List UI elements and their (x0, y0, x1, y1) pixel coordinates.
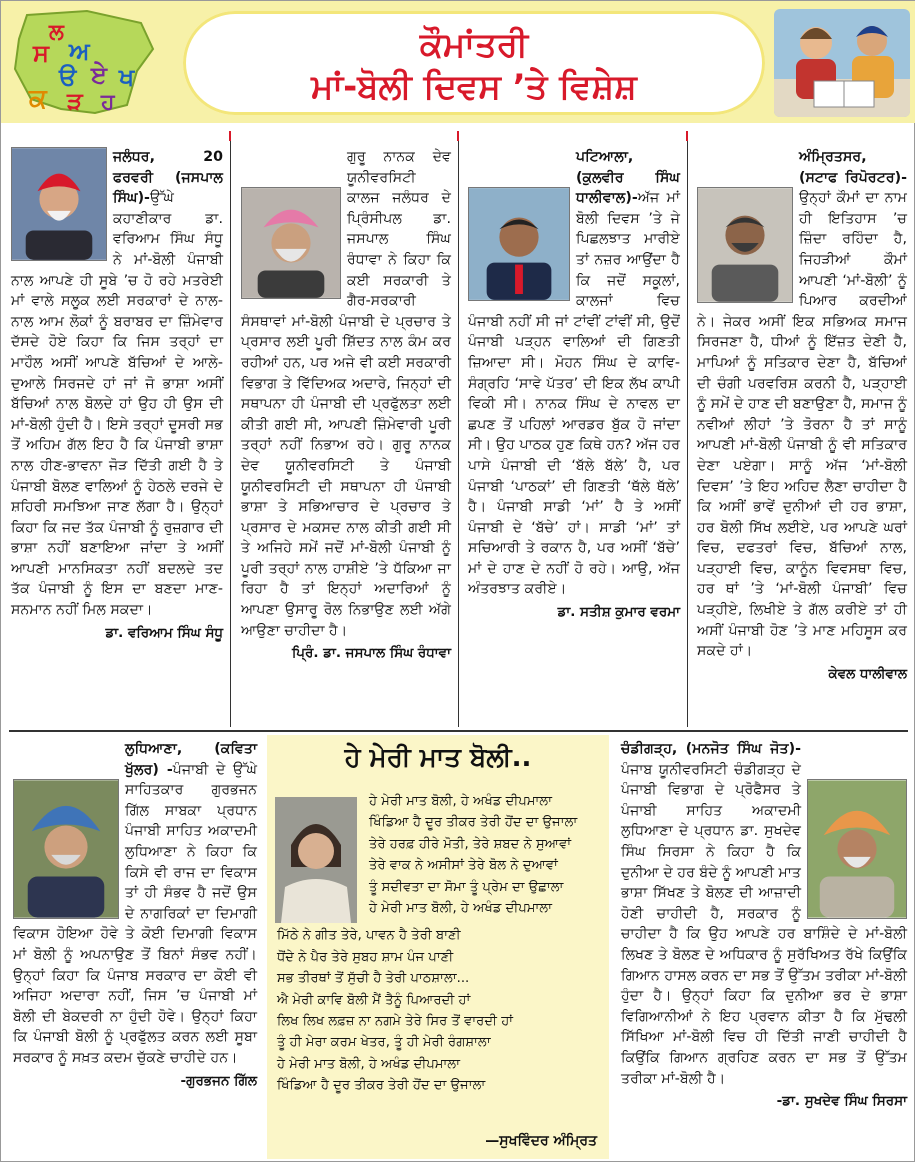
poem-line: ਤੂੰ ਸਦੀਵਤਾ ਦਾ ਸੋਮਾ ਤੂੰ ਪ੍ਰੇਮ ਦਾ ਉਛਾਲਾ (369, 879, 564, 895)
article-body: ਉੱਘੇ ਕਹਾਣੀਕਾਰ ਡਾ. ਵਰਿਆਮ ਸਿੰਘ ਸੰਧੂ ਨੇ ਮਾਂ-ਬੋਲੀ ਪੰਜਾਬੀ ਨਾਲ ਆਪਣੇ ਹੀ ਸੂਬੇ ’ਚ ਹੋ ਰਹੇ ਮਤਰੇਈ ਮਾਂ ਵਾਲੇ ਸਲੂਕ ਲਈ ਸਰਕਾਰਾਂ ਦੇ ਨਾਲ-ਨਾਲ ਆਮ ਲੋਕਾਂ ਨੂੰ ਬਰਾਬਰ ਦਾ ਜ਼ਿੰਮੇਵਾਰ ਦੱਸਦੇ ਹੋਏ ਕਿਹਾ ਕਿ ਜਿਸ ਤਰ੍ਹਾਂ ਦਾ ਮਾਹੌਲ ਅਸੀਂ ਆਪਣੇ ਬੱਚਿਆਂ ਦੇ ਆਲੇ-ਦੁਆਲੇ ਸਿਰਜਦੇ ਹਾਂ ਜਾਂ ਜੋ ਭਾਸ਼ਾ ਅਸੀਂ ਬੱਚਿਆਂ ਨਾਲ ਬੋਲਦੇ ਹਾਂ ਉਹ ਹੀ ਉਸ ਦੀ ਮਾਂ-ਬੋਲੀ ਹੁੰਦੀ ਹੈ। ਇਸੇ ਤਰ੍ਹਾਂ ਦੂਸਰੀ ਸਭ ਤੋਂ ਅਹਿਮ ਗੱਲ ਇਹ ਹੈ ਕਿ ਪੰਜਾਬੀ ਭਾਸ਼ਾ ਨਾਲ ਹੀਣ-ਭਾਵਨਾ ਜੋੜ ਦਿੱਤੀ ਗਈ ਹੈ ਤੇ ਪੰਜਾਬੀ ਬੋਲਣ ਵਾਲਿਆਂ ਨੂੰ ਹੇਠਲੇ ਦਰਜੇ ਦੇ ਸ਼ਹਿਰੀ ਸਮਝਿਆ ਜਾਣ ਲੱਗਾ ਹੈ। ਉਨ੍ਹਾਂ ਕਿਹਾ ਕਿ ਜਦ ਤੱਕ ਪੰਜਾਬੀ ਨੂੰ ਰੁਜ਼ਗਾਰ ਦੀ ਭਾਸ਼ਾ ਨਹੀਂ ਬਣਾਇਆ ਜਾਂਦਾ ਤੇ ਅਸੀਂ ਆਪਣੀ ਮਾਨਸਿਕਤਾ ਨਹੀਂ ਬਦਲਦੇ ਤਦ ਤੱਕ ਪੰਜਾਬੀ ਨੂੰ ਇਸ ਦਾ ਬਣਦਾ ਮਾਣ-ਸਨਮਾਨ ਨਹੀਂ ਮਿਲ ਸਕਦਾ। (11, 190, 223, 619)
column-divider (687, 131, 688, 727)
punjab-map-alphabet-logo (9, 9, 159, 117)
page-title-line2: ਮਾਂ-ਬੋਲੀ ਦਿਵਸ ’ਤੇ ਵਿਸ਼ੇਸ਼ (311, 67, 637, 107)
column-accent (229, 131, 231, 141)
byline: -ਡਾ. ਸੁਖਦੇਵ ਸਿੰਘ ਸਿਰਸਾ (776, 1093, 907, 1110)
poem-title: ਹੇ ਮੇਰੀ ਮਾਤ ਬੋਲੀ.. (344, 743, 532, 773)
portrait-photo (11, 147, 107, 261)
article-ludhiana (13, 739, 257, 1091)
byline: ਡਾ. ਵਰਿਆਮ ਸਿੰਘ ਸੰਧੂ (105, 624, 223, 641)
logo-letter: ਏ (91, 61, 107, 89)
poem-body (277, 791, 603, 1097)
logo-letter: ਸ (33, 39, 49, 67)
poem-line: ਹੇ ਮੇਰੀ ਮਾਤ ਬੋਲੀ, ਹੇ ਅਖੰਡ ਦੀਪਮਾਲਾ (277, 1056, 460, 1072)
column-divider (458, 131, 459, 727)
poem-line: ਖਿੰਡਿਆ ਹੈ ਦੂਰ ਤੀਕਰ ਤੇਰੀ ਹੋਂਦ ਦਾ ਉਜਾਲਾ (369, 815, 578, 831)
page-header (1, 1, 915, 123)
logo-letter: ੜ (67, 87, 83, 115)
poem-line: ਧੋਂਦੇ ਨੇ ਪੈਰ ਤੇਰੇ ਸੁਬਹ ਸ਼ਾਮ ਪੰਜ ਪਾਣੀ (277, 949, 454, 965)
logo-letter: ਹ (101, 90, 115, 115)
portrait-photo (807, 779, 907, 919)
dateline: ਚੰਡੀਗੜ੍ਹ, (ਮਨਜੋਤ ਸਿੰਘ ਜੋਤ)- (621, 741, 801, 757)
article-body: ਅੱਜ ਮਾਂ ਬੋਲੀ ਦਿਵਸ ’ਤੇ ਜੇ ਪਿਛਲਝਾਤ ਮਾਰੀਏ ਤਾਂ ਨਜ਼ਰ ਆਉਂਦਾ ਹੈ ਕਿ ਜਦੋਂ ਸਕੂਲਾਂ, ਕਾਲਜਾਂ ਵਿਚ ਪੰਜਾਬੀ ਨਹੀਂ ਸੀ ਜਾਂ ਟਾਂਵੀਂ ਟਾਂਵੀਂ ਸੀ, ਉਦੋਂ ਪੰਜਾਬੀ ਪੜ੍ਹਨ ਵਾਲਿਆਂ ਦੀ ਗਿਣਤੀ ਜ਼ਿਆਦਾ ਸੀ। ਮੋਹਨ ਸਿੰਘ ਦੇ ਕਾਵਿ-ਸੰਗ੍ਰਹਿ ‘ਸਾਵੇ ਪੱਤਰ’ ਦੀ ਇਕ ਲੱਖ ਕਾਪੀ ਵਿਕੀ ਸੀ। ਨਾਨਕ ਸਿੰਘ ਦੇ ਨਾਵਲ ਦਾ ਛਪਣ ਤੋਂ ਪਹਿਲਾਂ ਆਰਡਰ ਬੁੱਕ ਹੋ ਜਾਂਦਾ ਸੀ। ਉਹ ਪਾਠਕ ਹੁਣ ਕਿਥੇ ਹਨ? ਅੱਜ ਹਰ ਪਾਸੇ ਪੰਜਾਬੀ ਦੀ ‘ਬੱਲੇ ਬੱਲੇ’ ਹੈ, ਪਰ ਪੰਜਾਬੀ ‘ਪਾਠਕਾਂ’ ਦੀ ਗਿਣਤੀ ‘ਥੱਲੇ ਥੱਲੇ’ ਹੈ। ਪੰਜਾਬੀ ਸਾਡੀ ‘ਮਾਂ’ ਹੈ ਤੇ ਅਸੀਂ ਪੰਜਾਬੀ ਦੇ ‘ਬੱਚੇ’ ਹਾਂ। ਸਾਡੀ ‘ਮਾਂ’ ਤਾਂ ਸਚਿਆਰੀ ਤੇ ਰਕਾਨ ਹੈ, ਪਰ ਅਸੀਂ ‘ਬੱਚੇ’ ਮਾਂ ਦੇ ਹਾਣ ਦੇ ਨਹੀਂ ਹੋ ਰਹੇ। ਆਉ, ਅੱਜ ਅੰਤਰਝਾਤ ਕਰੀਏ। (468, 190, 680, 598)
poem-line: ਹੇ ਮੇਰੀ ਮਾਤ ਬੋਲੀ, ਹੇ ਅਖੰਡ ਦੀਪਮਾਲਾ (369, 794, 552, 809)
logo-letter: ੳ (59, 63, 77, 91)
column-accent (686, 131, 688, 141)
article-amritsar (697, 147, 907, 684)
dateline: ਅੰਮ੍ਰਿਤਸਰ, (ਸਟਾਫ ਰਿਪੋਰਟਰ)- (799, 149, 907, 186)
byline: ਕੇਵਲ ਧਾਲੀਵਾਲ (828, 665, 907, 682)
portrait-photo (468, 187, 570, 301)
portrait-photo (13, 779, 119, 919)
article-chandigarh (621, 739, 907, 1112)
portrait-photo (697, 187, 793, 303)
article-gndu-college (241, 147, 451, 664)
poem-line: ਮਿੱਠੇ ਨੇ ਗੀਤ ਤੇਰੇ, ਪਾਵਨ ਹੈ ਤੇਰੀ ਬਾਣੀ (277, 928, 461, 944)
column-divider (230, 131, 231, 727)
poem-box (267, 735, 609, 1159)
logo-letter: ਕ (29, 84, 47, 114)
portrait-photo (241, 187, 341, 299)
poem-line: ਐ ਮੇਰੀ ਕਾਵਿ ਬੋਲੀ ਮੈਂ ਤੈਨੂੰ ਪਿਆਰਦੀ ਹਾਂ (277, 992, 471, 1008)
poem-line: ਖਿੰਡਿਆ ਹੈ ਦੂਰ ਤੀਕਰ ਤੇਰੀ ਹੋਂਦ ਦਾ ਉਜਾਲਾ (277, 1078, 486, 1094)
article-jalandhar (11, 147, 223, 643)
poem-line: ਤੇਰੇ ਹਰਫ਼ ਹੀਰੇ ਮੋਤੀ, ਤੇਰੇ ਸ਼ਬਦ ਨੇ ਸੁਆਵਾਂ (369, 836, 572, 852)
logo-letter: ਖ (119, 63, 135, 91)
dateline: ਪਟਿਆਲਾ, (ਕੁਲਵੀਰ ਸਿੰਘ ਧਾਲੀਵਾਲ)- (576, 149, 680, 207)
poem-line: ਹੇ ਮੇਰੀ ਮਾਤ ਬੋਲੀ, ਹੇ ਅਖੰਡ ਦੀਪਮਾਲਾ (369, 901, 552, 917)
article-body: ਉਨ੍ਹਾਂ ਕੌਮਾਂ ਦਾ ਨਾਮ ਹੀ ਇਤਿਹਾਸ ’ਚ ਜ਼ਿੰਦਾ ਰਹਿੰਦਾ ਹੈ, ਜਿਹੜੀਆਂ ਕੌਮਾਂ ਆਪਣੀ ‘ਮਾਂ-ਬੋਲੀ’ ਨੂੰ ਪਿਆਰ ਕਰਦੀਆਂ ਨੇ। ਜੇਕਰ ਅਸੀਂ ਇਕ ਸਭਿਅਕ ਸਮਾਜ ਸਿਰਜਣਾ ਹੈ, ਧੀਆਂ ਨੂੰ ਇੱਜ਼ਤ ਦੇਣੀ ਹੈ, ਮਾਪਿਆਂ ਨੂੰ ਸਤਿਕਾਰ ਦੇਣਾ ਹੈ, ਬੱਚਿਆਂ ਦੀ ਚੰਗੀ ਪਰਵਰਿਸ਼ ਕਰਨੀ ਹੈ, ਪੜ੍ਹਾਈ ਨੂੰ ਸਮੇਂ ਦੇ ਹਾਣ ਦੀ ਬਣਾਉਣਾ ਹੈ, ਸਮਾਜ ਨੂੰ ਨਵੀਆਂ ਲੀਹਾਂ ’ਤੇ ਤੋਰਨਾ ਹੈ ਤਾਂ ਸਾਨੂੰ ਆਪਣੀ ਮਾਂ-ਬੋਲੀ ਪੰਜਾਬੀ ਨੂੰ ਵੀ ਸਤਿਕਾਰ ਦੇਣਾ ਪਏਗਾ। ਸਾਨੂੰ ਅੱਜ ‘ਮਾਂ-ਬੋਲੀ ਦਿਵਸ’ ’ਤੇ ਇਹ ਅਹਿਦ ਲੈਣਾ ਚਾਹੀਦਾ ਹੈ ਕਿ ਅਸੀਂ ਭਾਵੇਂ ਦੁਨੀਆਂ ਦੀ ਹਰ ਭਾਸ਼ਾ, ਹਰ ਬੋਲੀ ਸਿੱਖ ਲਈਏ, ਪਰ ਆਪਣੇ ਘਰਾਂ ਵਿਚ, ਦਫਤਰਾਂ ਵਿਚ, ਬੱਚਿਆਂ ਨਾਲ, ਪੜ੍ਹਾਈ ਵਿਚ, ਕਾਨੂੰਨ ਵਿਵਸਥਾ ਵਿਚ, ਹਰ ਥਾਂ ’ਤੇ ‘ਮਾਂ-ਬੋਲੀ ਪੰਜਾਬੀ’ ਵਿਚ ਪੜ੍ਹੀਏ, ਲਿਖੀਏ ਤੇ ਗੱਲ ਕਰੀਏ ਤਾਂ ਹੀ ਅਸੀਂ ਪੰਜਾਬੀ ਹੋਣ ’ਤੇ ਮਾਣ ਮਹਿਸੂਸ ਕਰ ਸਕਦੇ ਹਾਂ। (697, 190, 907, 660)
children-reading-photo (774, 9, 910, 117)
poem-line: ਤੇਰੇ ਵਾਕ ਨੇ ਅਸੀਸਾਂ ਤੇਰੇ ਬੋਲ ਨੇ ਦੁਆਵਾਂ (369, 858, 558, 874)
section-divider (9, 730, 908, 732)
article-body: ਪੰਜਾਬ ਯੂਨੀਵਰਸਿਟੀ ਚੰਡੀਗੜ੍ਹ ਦੇ ਪੰਜਾਬੀ ਵਿਭਾਗ ਦੇ ਪ੍ਰੋਫੈਸਰ ਤੇ ਪੰਜਾਬੀ ਸਾਹਿਤ ਅਕਾਦਮੀ ਲੁਧਿਆਣਾ ਦੇ ਪ੍ਰਧਾਨ ਡਾ. ਸੁਖਦੇਵ ਸਿੰਘ ਸਿਰਸਾ ਨੇ ਕਿਹਾ ਹੈ ਕਿ ਦੁਨੀਆ ਦੇ ਹਰ ਬੰਦੇ ਨੂੰ ਆਪਣੀ ਮਾਤ ਭਾਸ਼ਾ ਸਿੱਖਣ ਤੇ ਬੋਲਣ ਦੀ ਆਜ਼ਾਦੀ ਹੋਣੀ ਚਾਹੀਦੀ ਹੈ, ਸਰਕਾਰ ਨੂੰ ਚਾਹੀਦਾ ਹੈ ਕਿ ਉਹ ਆਪਣੇ ਹਰ ਬਾਸ਼ਿੰਦੇ ਦੇ ਮਾਂ-ਬੋਲੀ ਲਿਖਣ ਤੇ ਬੋਲਣ ਦੇ ਅਧਿਕਾਰ ਨੂੰ ਸੁਰੱਖਿਅਤ ਰੱਖੇ ਕਿਉਂਕਿ ਗਿਆਨ ਹਾਸਲ ਕਰਨ ਦਾ ਸਭ ਤੋਂ ਉੱਤਮ ਤਰੀਕਾ ਮਾਂ-ਬੋਲੀ ਹੁੰਦਾ ਹੈ। ਉਨ੍ਹਾਂ ਕਿਹਾ ਕਿ ਦੁਨੀਆ ਭਰ ਦੇ ਭਾਸ਼ਾ ਵਿਗਿਆਨੀਆਂ ਨੇ ਇਹ ਪ੍ਰਵਾਨ ਕੀਤਾ ਹੈ ਕਿ ਮੁੱਢਲੀ ਸਿੱਖਿਆ ਮਾਂ-ਬੋਲੀ ਵਿਚ ਹੀ ਦਿੱਤੀ ਜਾਣੀ ਚਾਹੀਦੀ ਹੈ ਕਿਉਂਕਿ ਗਿਆਨ ਗ੍ਰਹਿਣ ਕਰਨ ਦਾ ਸਭ ਤੋਂ ਉੱਤਮ ਤਰੀਕਾ ਮਾਂ-ਬੋਲੀ ਹੈ। (621, 761, 907, 1087)
article-body: ਪੰਜਾਬੀ ਦੇ ਉੱਘੇ ਸਾਹਿਤਕਾਰ ਗੁਰਭਜਨ ਗਿੱਲ ਸਾਬਕਾ ਪ੍ਰਧਾਨ ਪੰਜਾਬੀ ਸਾਹਿਤ ਅਕਾਦਮੀ ਲੁਧਿਆਣਾ ਨੇ ਕਿਹਾ ਕਿ ਕਿਸੇ ਵੀ ਰਾਜ ਦਾ ਵਿਕਾਸ ਤਾਂ ਹੀ ਸੰਭਵ ਹੈ ਜਦੋਂ ਉਸ ਦੇ ਨਾਗਰਿਕਾਂ ਦਾ ਦਿਮਾਗੀ ਵਿਕਾਸ ਹੋਇਆ ਹੋਵੇ ਤੇ ਕੋਈ ਦਿਮਾਗੀ ਵਿਕਾਸ ਮਾਂ ਬੋਲੀ ਨੂੰ ਅਪਨਾਉਣ ਤੋਂ ਬਿਨਾਂ ਸੰਭਵ ਨਹੀਂ। ਉਨ੍ਹਾਂ ਕਿਹਾ ਕਿ ਪੰਜਾਬ ਸਰਕਾਰ ਦਾ ਕੋਈ ਵੀ ਅਜਿਹਾ ਅਦਾਰਾ ਨਹੀਂ, ਜਿਸ ’ਚ ਪੰਜਾਬੀ ਮਾਂ ਬੋਲੀ ਦੀ ਬੇਕਦਰੀ ਨਾ ਹੁੰਦੀ ਹੋਵੇ। ਉਨ੍ਹਾਂ ਕਿਹਾ ਕਿ ਪੰਜਾਬੀ ਬੋਲੀ ਨੂੰ ਪ੍ਰਫੁੱਲਤ ਕਰਨ ਲਈ ਸੂਬਾ ਸਰਕਾਰ ਨੂੰ ਸਖ਼ਤ ਕਦਮ ਚੁੱਕਣੇ ਚਾਹੀਦੇ ਹਨ। (13, 761, 258, 1066)
dateline: ਲੁਧਿਆਣਾ, (ਕਵਿਤਾ ਖੁੱਲਰ) - (125, 741, 257, 778)
poem-line: ਸਭ ਤੀਰਥਾਂ ਤੋਂ ਸੁੱਚੀ ਹੈ ਤੇਰੀ ਪਾਠਸ਼ਾਲਾ... (277, 971, 470, 987)
poet-name: —ਸੁਖਵਿੰਦਰ ਅੰਮ੍ਰਿਤ (485, 1133, 597, 1149)
article-patiala (468, 147, 680, 623)
poem-line: ਤੂੰ ਹੀ ਮੇਰਾ ਕਰਮ ਖੇਤਰ, ਤੂੰ ਹੀ ਮੇਰੀ ਰੰਗਸ਼ਾਲਾ (277, 1035, 491, 1051)
byline: ਡਾ. ਸਤੀਸ਼ ਕੁਮਾਰ ਵਰਮਾ (557, 604, 680, 621)
title-banner (183, 11, 765, 115)
logo-letter: ਲ (49, 20, 64, 45)
poem-line: ਲਿਖ ਲਿਖ ਲਫ਼ਜ਼ ਨਾ ਨਗਮੇ ਤੇਰੇ ਸਿਰ ਤੋਂ ਵਾਰਦੀ ਹਾਂ (277, 1014, 514, 1030)
dateline: ਜਲੰਧਰ, 20 ਫਰਵਰੀ (ਜਸਪਾਲ ਸਿੰਘ)- (113, 149, 223, 207)
page-title-line1: ਕੌਮਾਂਤਰੀ (419, 25, 529, 65)
byline: -ਗੁਰਭਜਨ ਗਿੱਲ (180, 1072, 257, 1089)
logo-letter: ਅ (69, 37, 90, 65)
article-body: ਗੁਰੂ ਨਾਨਕ ਦੇਵ ਯੂਨੀਵਰਸਿਟੀ ਕਾਲਜ ਜਲੰਧਰ ਦੇ ਪ੍ਰਿੰਸੀਪਲ ਡਾ. ਜਸਪਾਲ ਸਿੰਘ ਰੰਧਾਵਾ ਨੇ ਕਿਹਾ ਕਿ ਕਈ ਸਰਕਾਰੀ ਤੇ ਗੈਰ-ਸਰਕਾਰੀ ਸੰਸਥਾਵਾਂ ਮਾਂ-ਬੋਲੀ ਪੰਜਾਬੀ ਦੇ ਪ੍ਰਚਾਰ ਤੇ ਪ੍ਰਸਾਰ ਲਈ ਪੂਰੀ ਸ਼ਿੱਦਤ ਨਾਲ ਕੰਮ ਕਰ ਰਹੀਆਂ ਹਨ, ਪਰ ਅਜੇ ਵੀ ਕਈ ਸਰਕਾਰੀ ਵਿਭਾਗ ਤੇ ਵਿੱਦਿਅਕ ਅਦਾਰੇ, ਜਿਨ੍ਹਾਂ ਦੀ ਸਥਾਪਨਾ ਹੀ ਪੰਜਾਬੀ ਦੀ ਪ੍ਰਫੁੱਲਤਾ ਲਈ ਕੀਤੀ ਗਈ ਸੀ, ਆਪਣੀ ਜ਼ਿੰਮੇਵਾਰੀ ਪੂਰੀ ਤਰ੍ਹਾਂ ਨਹੀਂ ਨਿਭਾਅ ਰਹੇ। ਗੁਰੂ ਨਾਨਕ ਦੇਵ ਯੂਨੀਵਰਸਿਟੀ ਤੇ ਪੰਜਾਬੀ ਯੂਨੀਵਰਸਿਟੀ ਦੀ ਸਥਾਪਨਾ ਹੀ ਪੰਜਾਬੀ ਭਾਸ਼ਾ ਤੇ ਸਭਿਆਚਾਰ ਦੇ ਪ੍ਰਚਾਰ ਤੇ ਪ੍ਰਸਾਰ ਦੇ ਮਕਸਦ ਨਾਲ ਕੀਤੀ ਗਈ ਸੀ ਤੇ ਅਜਿਹੇ ਸਮੇਂ ਜਦੋਂ ਮਾਂ-ਬੋਲੀ ਪੰਜਾਬੀ ਨੂੰ ਪੂਰੀ ਤਰ੍ਹਾਂ ਨਾਲ ਹਾਸ਼ੀਏ ’ਤੇ ਧੱਕਿਆ ਜਾ ਰਿਹਾ ਹੈ ਤਾਂ ਇਨ੍ਹਾਂ ਅਦਾਰਿਆਂ ਨੂੰ ਆਪਣਾ ਉਸਾਰੂ ਰੋਲ ਨਿਭਾਉਣ ਲਈ ਅੱਗੇ ਆਉਣਾ ਚਾਹੀਦਾ ਹੈ। (241, 149, 451, 639)
byline: ਪ੍ਰਿੰ. ਡਾ. ਜਸਪਾਲ ਸਿੰਘ ਰੰਧਾਵਾ (291, 645, 451, 662)
column-accent (457, 131, 459, 141)
